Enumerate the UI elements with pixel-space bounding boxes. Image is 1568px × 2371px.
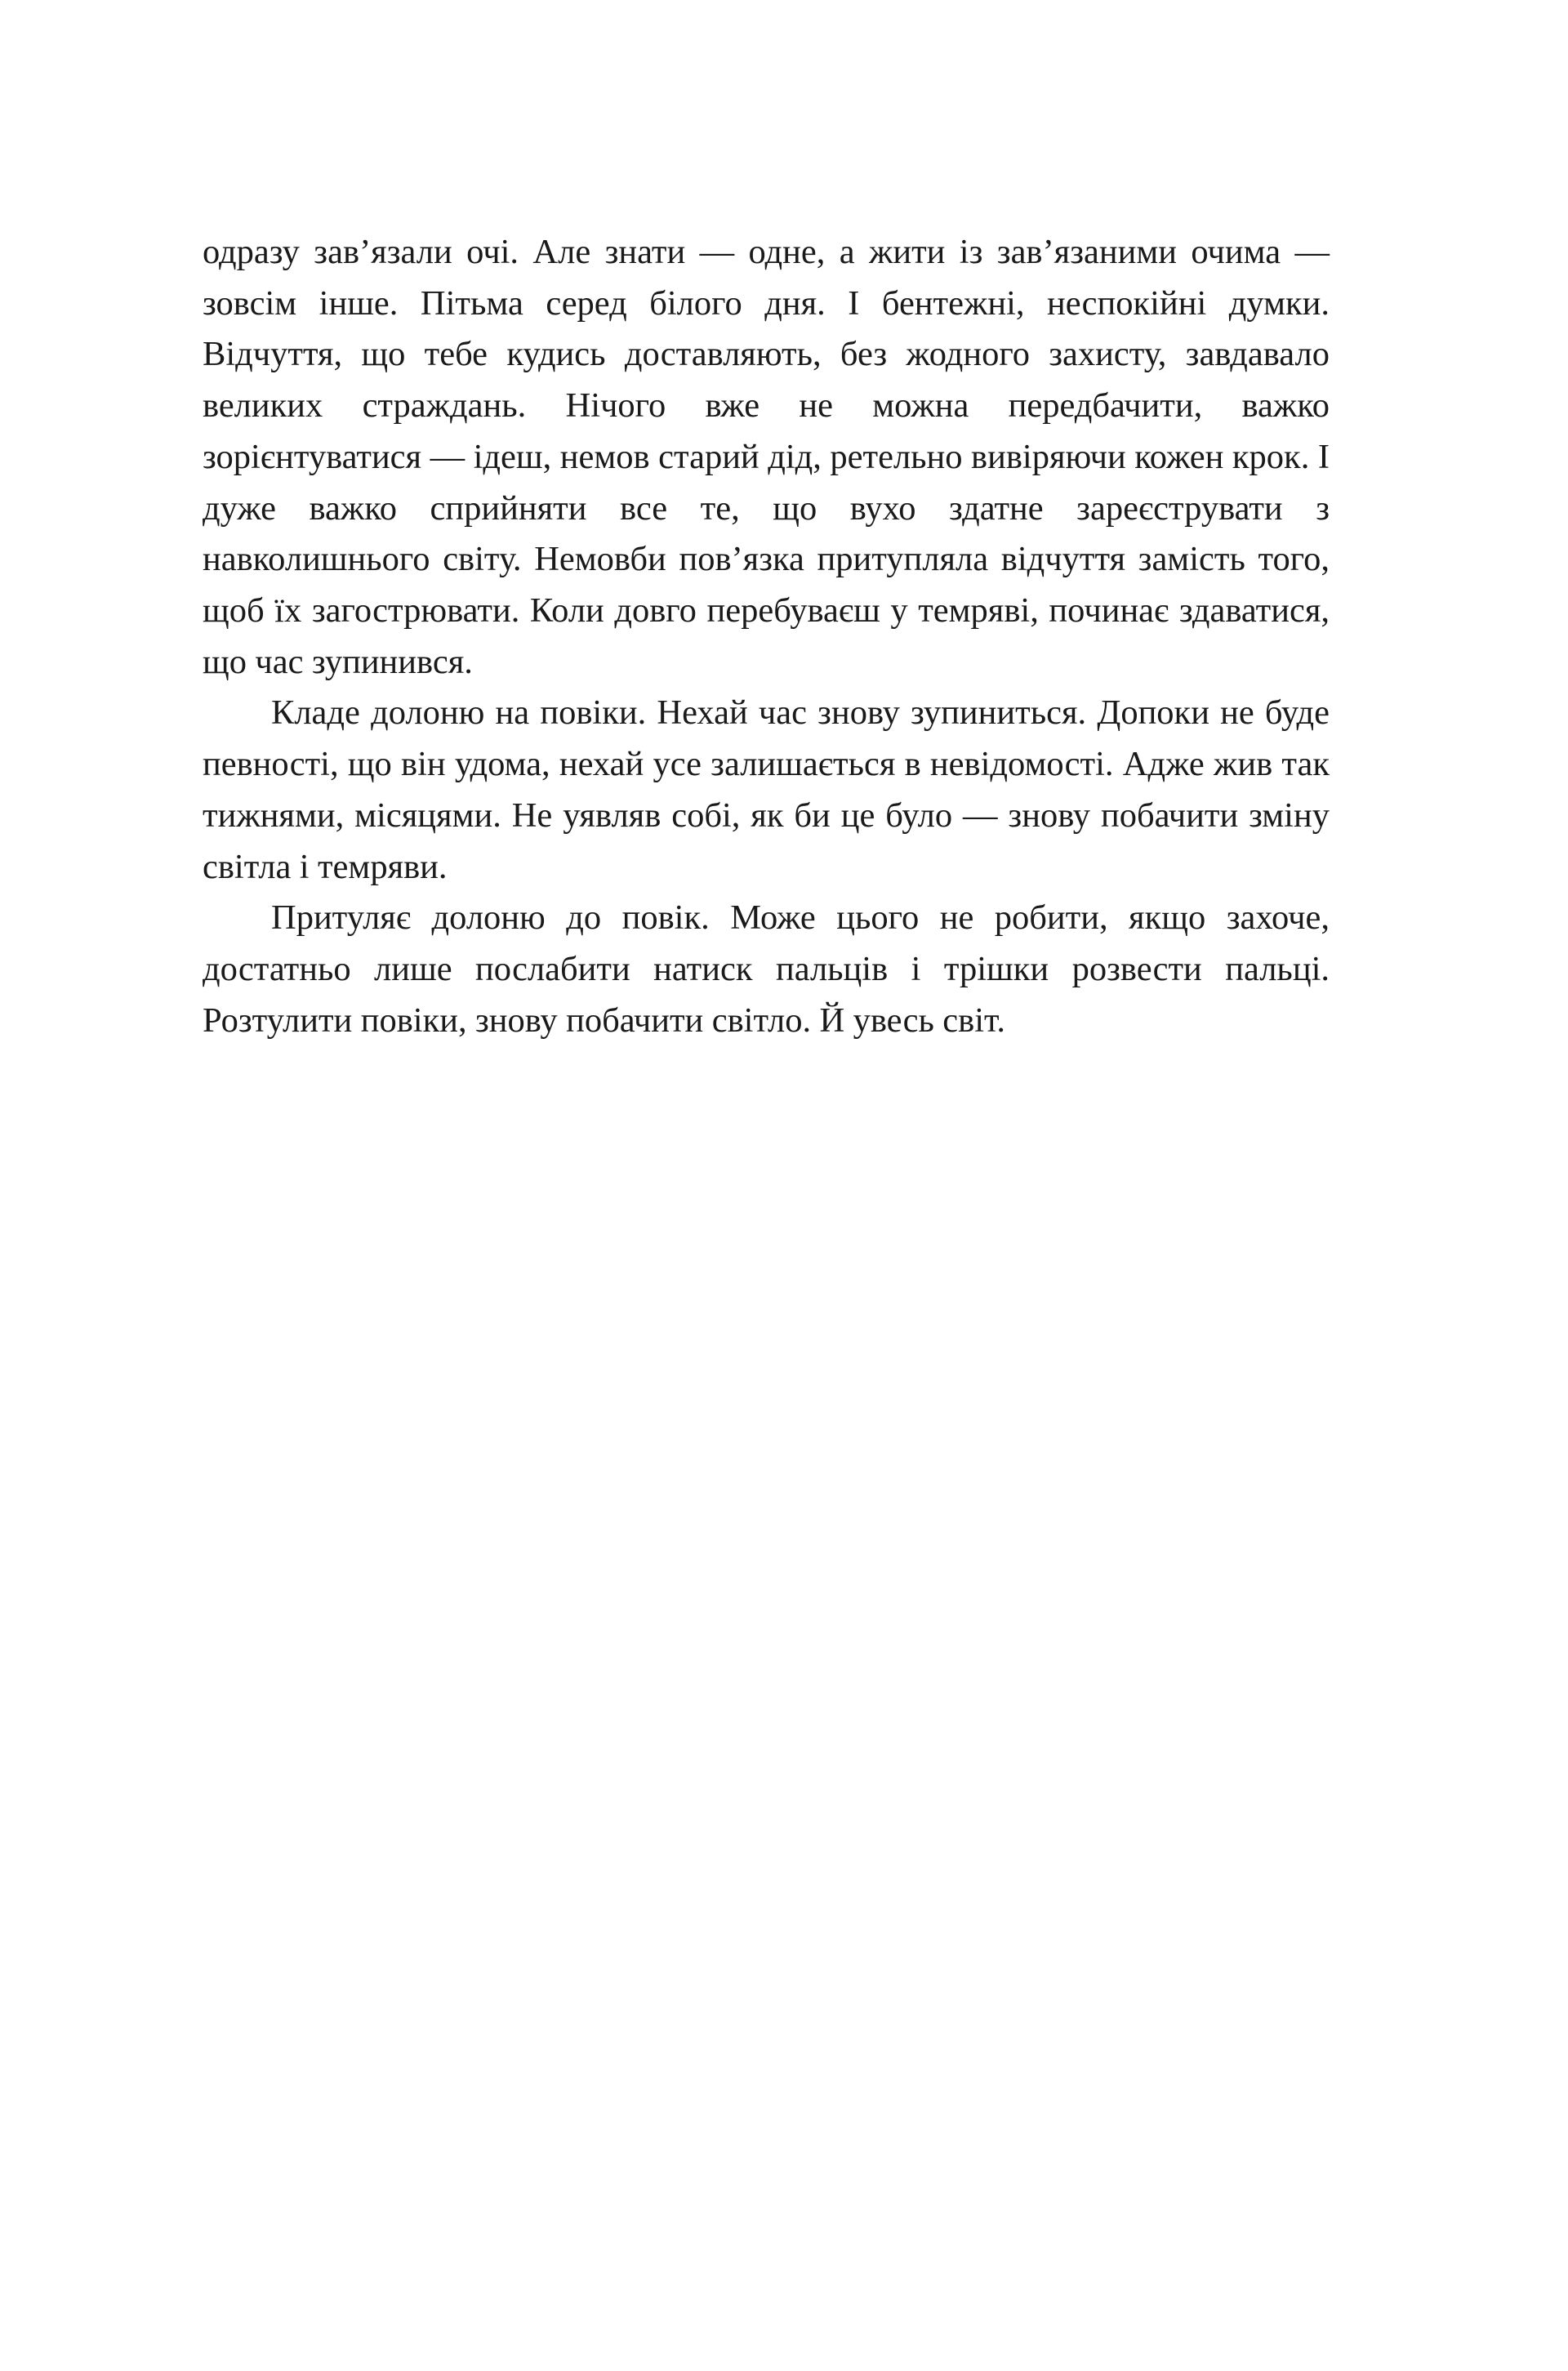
paragraph-1: одразу зав’язали очі. Але знати — одне, а жити із зав’язаними очима — зовсім інше. Пітьма серед білого дня. І бентежні, неспокійні думки. Відчуття, що тебе кудись доставляють, без жодного захисту, завдавало великих страждань. Нічого вже не можна передбачити, важко зорієнтуватися — ідеш, немов старий дід, ретельно вивіряючи кожен крок. І дуже важко сприйняти все те, що вухо здатне зареєструвати з навколишнього світу. Немовби пов’язка притупляла відчуття замість того, щоб їх загострювати. Коли довго перебуваєш у темряві, починає здаватися, що час зупинився. [203,233,1330,681]
paragraph-3: Притуляє долоню до повік. Може цього не робити, якщо захоче, достатньо лише послабити натиск пальців і трішки розвести пальці. Розтулити повіки, знову побачити світло. Й увесь світ. [203,898,1330,1040]
paragraph-2: Кладе долоню на повіки. Нехай час знову зупиниться. Допоки не буде певності, що він удома, нехай усе залишається в невідомості. Адже жив так тижнями, місяцями. Не уявляв собі, як би це було — знову побачити зміну світла і темряви. [203,693,1330,886]
body-text-block [203,227,1330,1047]
